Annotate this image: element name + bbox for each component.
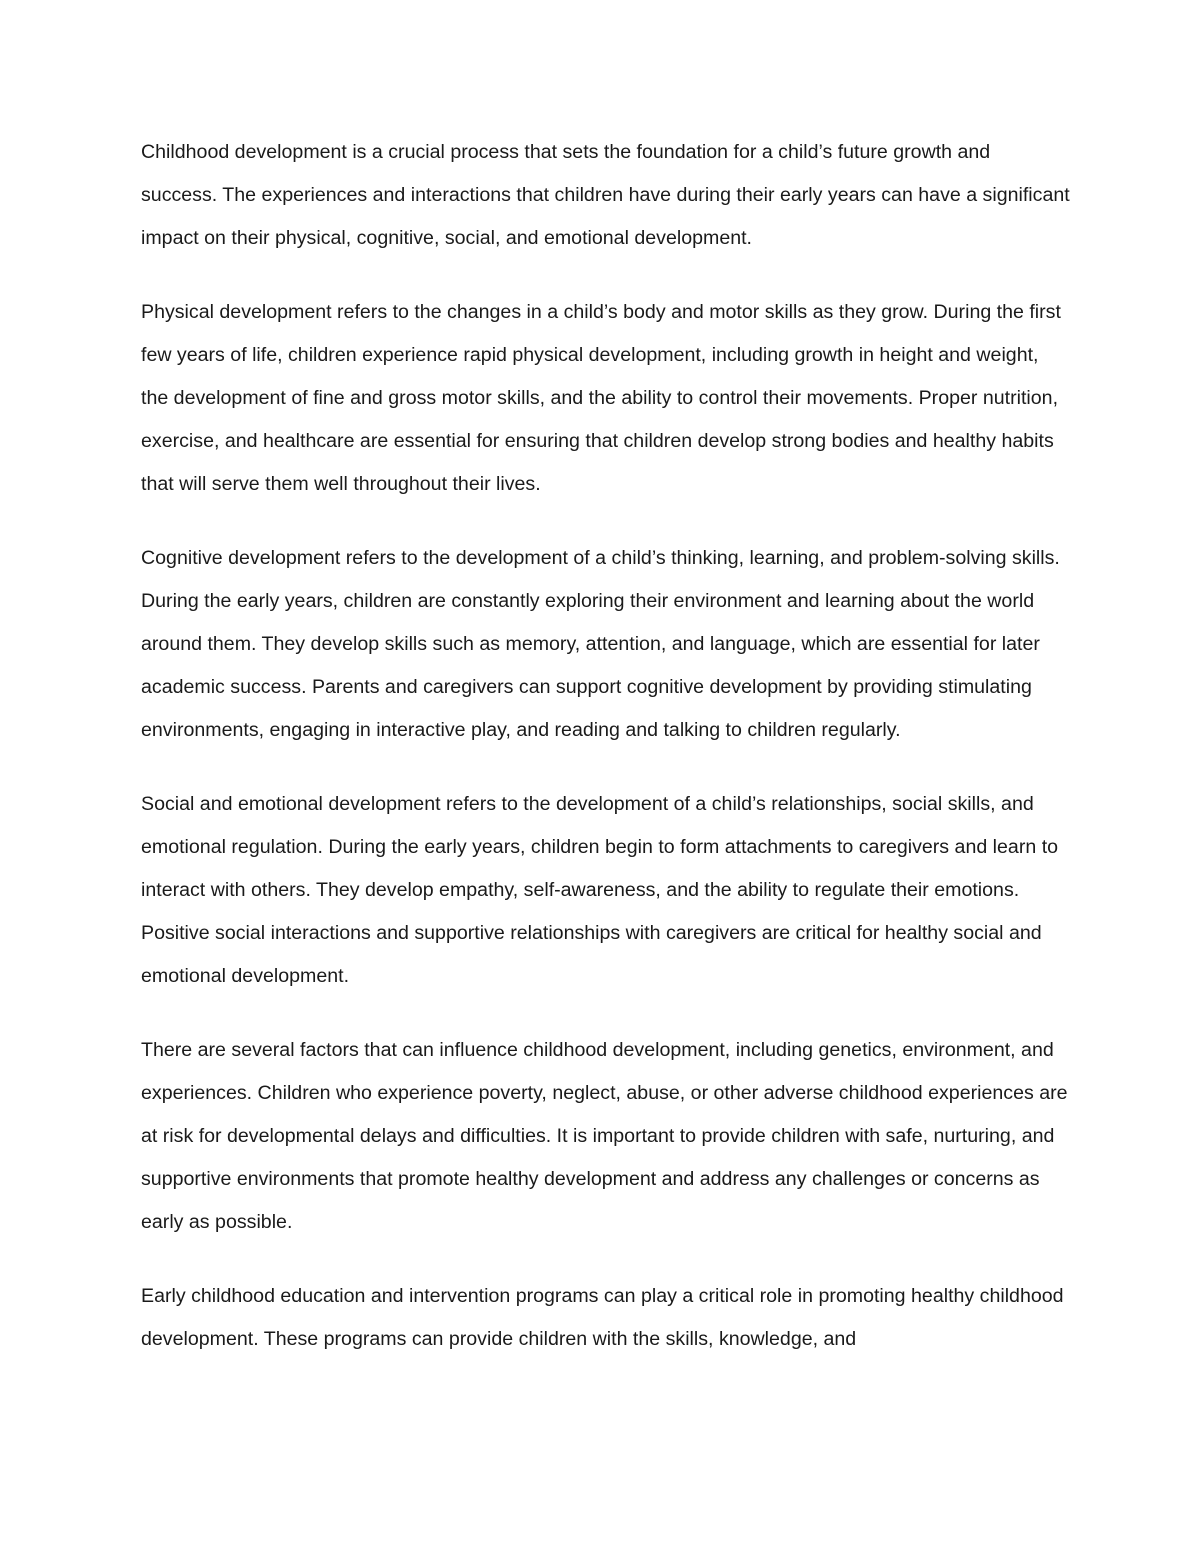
- paragraph-influencing-factors: There are several factors that can influence childhood development, including genetics, environment, and experiences. Children who experience poverty, neglect, abuse, or other adverse childhood experiences are at risk for developmental delays and difficulties. It is important to provide children with safe, nurturing, and supportive environments that promote healthy development and address any challenges or concerns as early as possible.: [141, 1038, 1068, 1234]
- paragraph-intro: Childhood development is a crucial process that sets the foundation for a child’s future growth and success. The experiences and interactions that children have during their early years can have a significant impact on their physical, cognitive, social, and emotional development.: [141, 141, 1070, 250]
- paragraph-early-education: Early childhood education and intervention programs can play a critical role in promoting healthy childhood development. These programs can provide children with the skills, knowledge, and: [141, 1284, 1064, 1350]
- paragraph-social-emotional-development: Social and emotional development refers to the development of a child’s relationships, social skills, and emotional regulation. During the early years, children begin to form attachments to caregivers and learn to interact with others. They develop empathy, self-awareness, and the ability to regulate their emotions. Positive social interactions and supportive relationships with caregivers are critical for healthy social and emotional development.: [141, 792, 1059, 988]
- paragraph-physical-development: Physical development refers to the changes in a child’s body and motor skills as they grow. During the first few years of life, children experience rapid physical development, including growth in height and weight, the development of fine and gross motor skills, and the ability to control their movements. Proper nutrition, exercise, and healthcare are essential for ensuring that children develop strong bodies and healthy habits that will serve them well throughout their lives.: [141, 300, 1061, 496]
- paragraph-cognitive-development: Cognitive development refers to the development of a child’s thinking, learning, and problem-solving skills. During the early years, children are constantly exploring their environment and learning about the world around them. They develop skills such as memory, attention, and language, which are essential for later academic success. Parents and caregivers can support cognitive development by providing stimulating environments, engaging in interactive play, and reading and talking to children regularly.: [141, 546, 1060, 742]
- document-body: [141, 131, 1071, 1391]
